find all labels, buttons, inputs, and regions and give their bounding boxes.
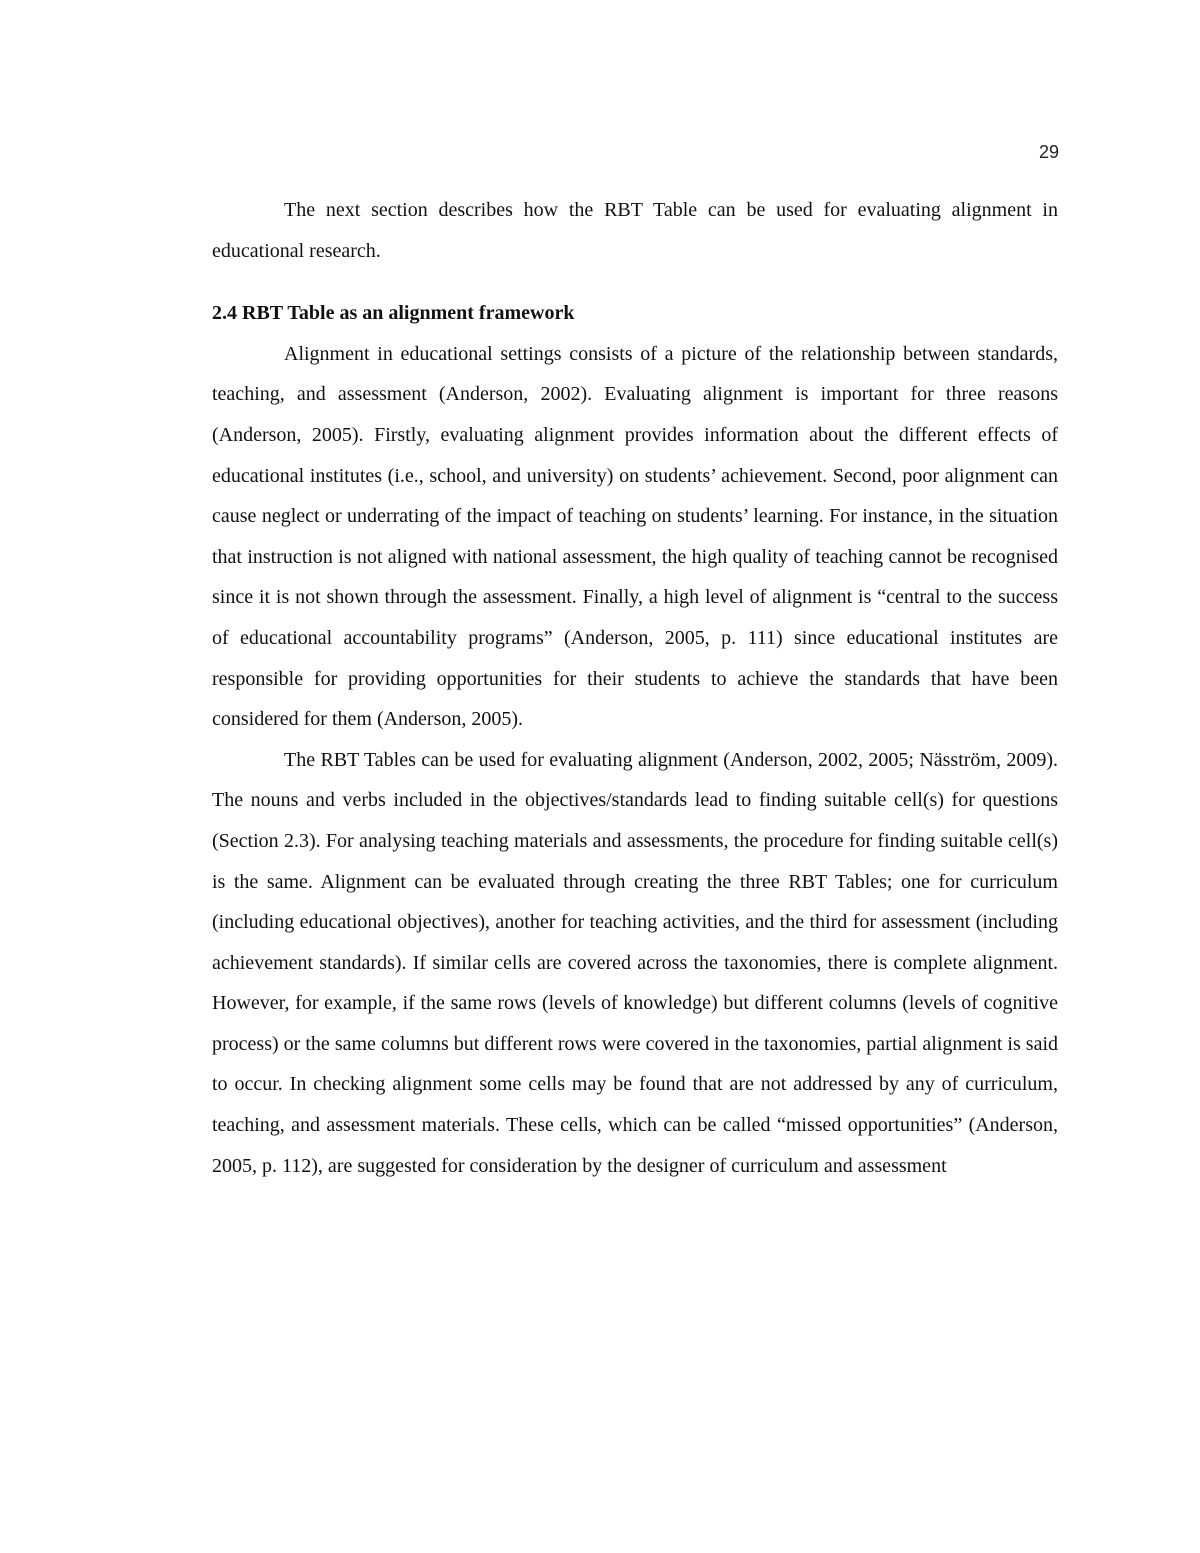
body-paragraph-1: Alignment in educational settings consists of a picture of the relationship between standards, teaching, and assessment (Anderson, 2002). Evaluating alignment is important for three reasons (Anderson, 2005). Firstly, evaluating alignment provides information about the different effects of educational institutes (i.e., school, and university) on students’ achievement. Second, poor alignment can cause neglect or underrating of the impact of teaching on students’ learning. For instance, in the situation that instruction is not aligned with national assessment, the high quality of teaching cannot be recognised since it is not shown through the assessment. Finally, a high level of alignment is “central to the success of educational accountability programs” (Anderson, 2005, p. 111) since educational institutes are responsible for providing opportunities for their students to achieve the standards that have been considered for them (Anderson, 2005). bbox=[212, 342, 1058, 731]
section-heading: 2.4 RBT Table as an alignment framework bbox=[212, 302, 575, 325]
page-number: 29 bbox=[1038, 142, 1059, 162]
intro-paragraph: The next section describes how the RBT Table can be used for evaluating alignment in educational research. bbox=[212, 199, 1058, 262]
body-paragraph-2: The RBT Tables can be used for evaluating alignment (Anderson, 2002, 2005; Näsström, 2009). The nouns and verbs included in the objectives/standards lead to finding suitable cell(s) for questions (Section 2.3). For analysing teaching materials and assessments, the procedure for finding suitable cell(s) is the same. Alignment can be evaluated through creating the three RBT Tables; one for curriculum (including educational objectives), another for teaching activities, and the third for assessment (including achievement standards). If similar cells are covered across the taxonomies, there is complete alignment. However, for example, if the same rows (levels of knowledge) but different columns (levels of cognitive process) or the same columns but different rows were covered in the taxonomies, partial alignment is said to occur. In checking alignment some cells may be found that are not addressed by any of curriculum, teaching, and assessment materials. These cells, which can be called “missed opportunities” (Anderson, 2005, p. 112), are suggested for consideration by the designer of curriculum and assessment bbox=[212, 748, 1058, 1177]
page-body bbox=[212, 190, 1058, 1186]
